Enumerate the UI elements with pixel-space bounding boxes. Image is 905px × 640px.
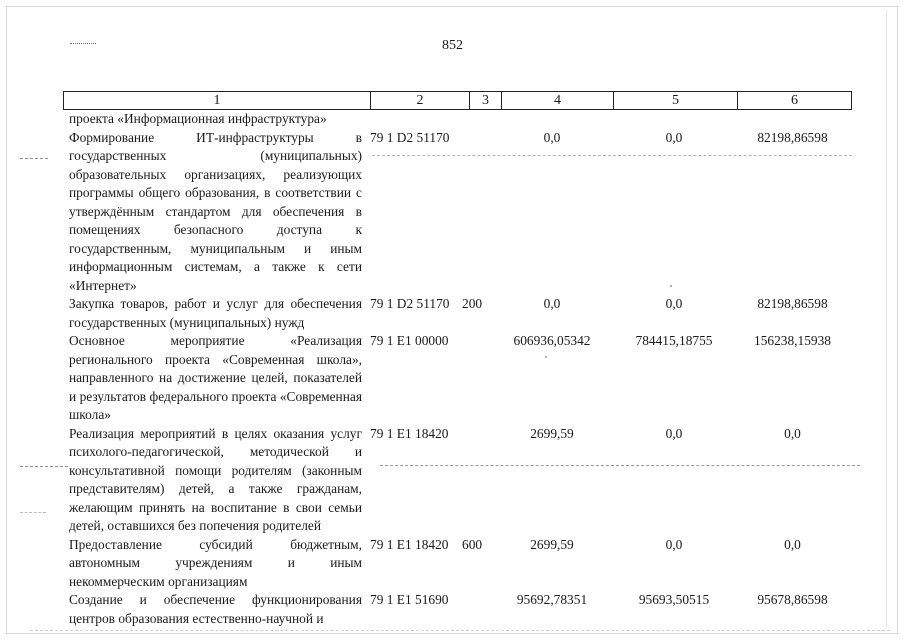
header-col-3: 3 xyxy=(470,92,502,109)
scan-edge-line xyxy=(886,10,887,628)
row-code: 79 1 E1 00000 xyxy=(370,333,449,348)
scan-bottom-edge xyxy=(30,630,890,631)
row-code xyxy=(362,110,462,129)
row-name: Основное мероприятие «Реализация регионального проекта «Современная школа», направленного на достижение целей, показателей и результатов федерального проекта «Современная школа» xyxy=(69,333,362,422)
row-value-col5: 95693,50515 xyxy=(638,592,710,607)
table-row xyxy=(69,110,859,129)
table-row xyxy=(69,591,859,628)
table-row xyxy=(69,332,859,425)
row-value-col4: 2699,59 xyxy=(530,425,574,441)
row-value-col5: 0,0 xyxy=(665,296,683,311)
scan-artifact-line xyxy=(380,465,860,466)
table-body xyxy=(69,110,859,628)
row-code: 79 1 E1 18420 xyxy=(370,536,449,552)
row-type: 200 xyxy=(462,296,483,311)
header-col-6: 6 xyxy=(791,93,798,108)
row-code: 79 1 E1 51690 xyxy=(370,592,449,607)
table-row xyxy=(69,129,859,296)
row-value-col4 xyxy=(492,110,612,129)
row-value-col4: 606936,05342 xyxy=(513,333,591,348)
row-value-col6: 156238,15938 xyxy=(754,333,831,348)
table-row xyxy=(69,536,859,592)
header-col-4: 4 xyxy=(502,92,614,109)
table-row xyxy=(69,295,859,332)
header-col-5: 5 xyxy=(614,92,738,109)
scan-speck xyxy=(545,356,547,358)
row-value-col5: 0,0 xyxy=(665,536,683,552)
row-value-col5 xyxy=(612,110,736,129)
row-name: Предоставление субсидий бюджетным, автономным учреждениям и иным некоммерческим организациям xyxy=(69,536,362,589)
row-type xyxy=(462,110,492,129)
row-name: Закупка товаров, работ и услуг для обеспечения государственных (муниципальных) нужд xyxy=(69,296,362,330)
row-code: 79 1 D2 51170 xyxy=(370,296,450,311)
header-col-1: 1 xyxy=(64,92,371,109)
row-type xyxy=(462,129,492,296)
page-number: 852 xyxy=(442,38,463,53)
row-value-col6: 0,0 xyxy=(784,536,801,552)
scan-artifact-line xyxy=(20,158,48,159)
row-name: Реализация мероприятий в целях оказания услуг психолого-педагогической, методической и консультативной помощи родителям (законным представителям) детей, а также гражданам, желающим принять на воспитание в свои семьи детей, оставшихся без попечения родителей xyxy=(69,425,362,533)
row-value-col6 xyxy=(736,110,849,129)
header-col-2: 2 xyxy=(371,92,470,109)
scan-artifact-line xyxy=(372,155,852,156)
row-code: 79 1 D2 51170 xyxy=(370,129,450,145)
row-type xyxy=(462,425,492,536)
row-value-col6: 0,0 xyxy=(784,425,801,441)
row-value-col5: 784415,18755 xyxy=(635,333,713,348)
row-code: 79 1 E1 18420 xyxy=(370,425,449,441)
scan-speck xyxy=(670,285,672,287)
row-value-col5: 0,0 xyxy=(665,425,683,441)
row-type: 600 xyxy=(462,536,483,552)
scan-artifact-line xyxy=(20,512,46,513)
row-name: Создание и обеспечение функционирования центров образования естественно-научной и xyxy=(69,592,362,626)
row-value-col4: 0,0 xyxy=(543,129,561,145)
row-name: Формирование ИТ-инфраструктуры в государственных (муниципальных) образовательных организациях, реализующих программы общего образования, в соответствии с утверждённым стандартом для обеспечения в помещениях безопасного доступа к государственным, муниципальным и иным информационным системам, а также к сети «Интернет» xyxy=(69,129,362,293)
row-value-col4: 2699,59 xyxy=(530,536,574,552)
row-value-col6: 82198,86598 xyxy=(757,129,828,145)
row-value-col5: 0,0 xyxy=(665,129,683,145)
row-name: проекта «Информационная инфраструктура» xyxy=(69,111,327,126)
row-value-col6: 95678,86598 xyxy=(757,592,828,607)
scan-artifact-line xyxy=(20,466,68,467)
table-header-row xyxy=(63,91,852,110)
row-value-col4: 0,0 xyxy=(543,296,561,311)
row-type xyxy=(462,332,492,425)
row-type xyxy=(462,591,492,628)
table-row xyxy=(69,425,859,536)
row-value-col4: 95692,78351 xyxy=(516,592,588,607)
row-value-col6: 82198,86598 xyxy=(757,296,828,311)
